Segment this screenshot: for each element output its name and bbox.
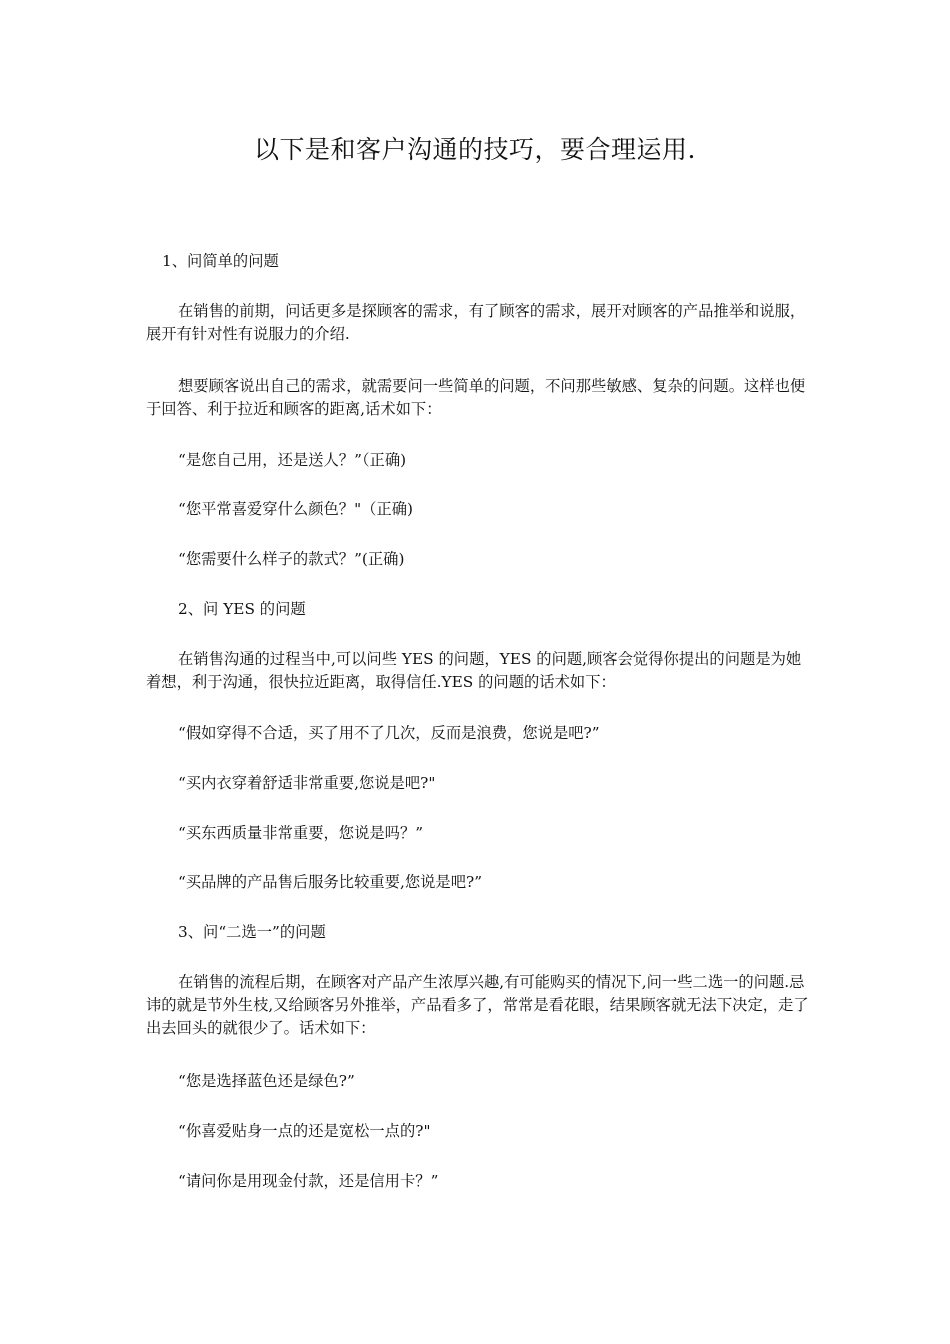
quote-line: “您是选择蓝色还是绿色?” xyxy=(178,1072,355,1090)
section-heading: 1、问简单的问题 xyxy=(162,252,279,270)
quote-line: “你喜爱贴身一点的还是宽松一点的?" xyxy=(178,1122,431,1140)
quote-line: “请问你是用现金付款，还是信用卡？” xyxy=(178,1172,439,1190)
quote-line: “假如穿得不合适，买了用不了几次，反而是浪费，您说是吧?” xyxy=(178,724,600,742)
paragraph: 想要顾客说出自己的需求，就需要问一些简单的问题，不问那些敏感、复杂的问题。这样也便于回答、利于拉近和顾客的距离,话术如下： xyxy=(146,377,806,418)
paragraph: 在销售沟通的过程当中,可以问些 YES 的问题，YES 的问题,顾客会觉得你提出的问题是为她着想，利于沟通，很快拉近距离，取得信任.YES 的问题的话术如下： xyxy=(146,650,802,691)
section-heading: 2、问 YES 的问题 xyxy=(178,600,306,618)
section-heading: 3、问“二选一”的问题 xyxy=(178,923,326,941)
paragraph: 在销售的流程后期，在顾客对产品产生浓厚兴趣,有可能购买的情况下,问一些二选一的问题.忌讳的就是节外生枝,又给顾客另外推举，产品看多了，常常是看花眼，结果顾客就无法下决定，走了出去回头的就很少了。话术如下： xyxy=(146,973,809,1037)
page-title: 以下是和客户沟通的技巧，要合理运用. xyxy=(254,135,696,164)
quote-line: “您需要什么样子的款式？”(正确) xyxy=(178,550,405,568)
quote-line: “是您自己用，还是送人？”（正确) xyxy=(178,451,407,469)
paragraph: 在销售的前期，问话更多是探顾客的需求，有了顾客的需求，展开对顾客的产品推举和说服，展开有针对性有说服力的介绍. xyxy=(146,302,806,343)
quote-line: “买品牌的产品售后服务比较重要,您说是吧?” xyxy=(178,873,483,891)
quote-line: “买内衣穿着舒适非常重要,您说是吧?" xyxy=(178,774,436,792)
quote-line: “您平常喜爱穿什么颜色？"（正确) xyxy=(178,500,413,518)
quote-line: “买东西质量非常重要，您说是吗？” xyxy=(178,824,424,842)
